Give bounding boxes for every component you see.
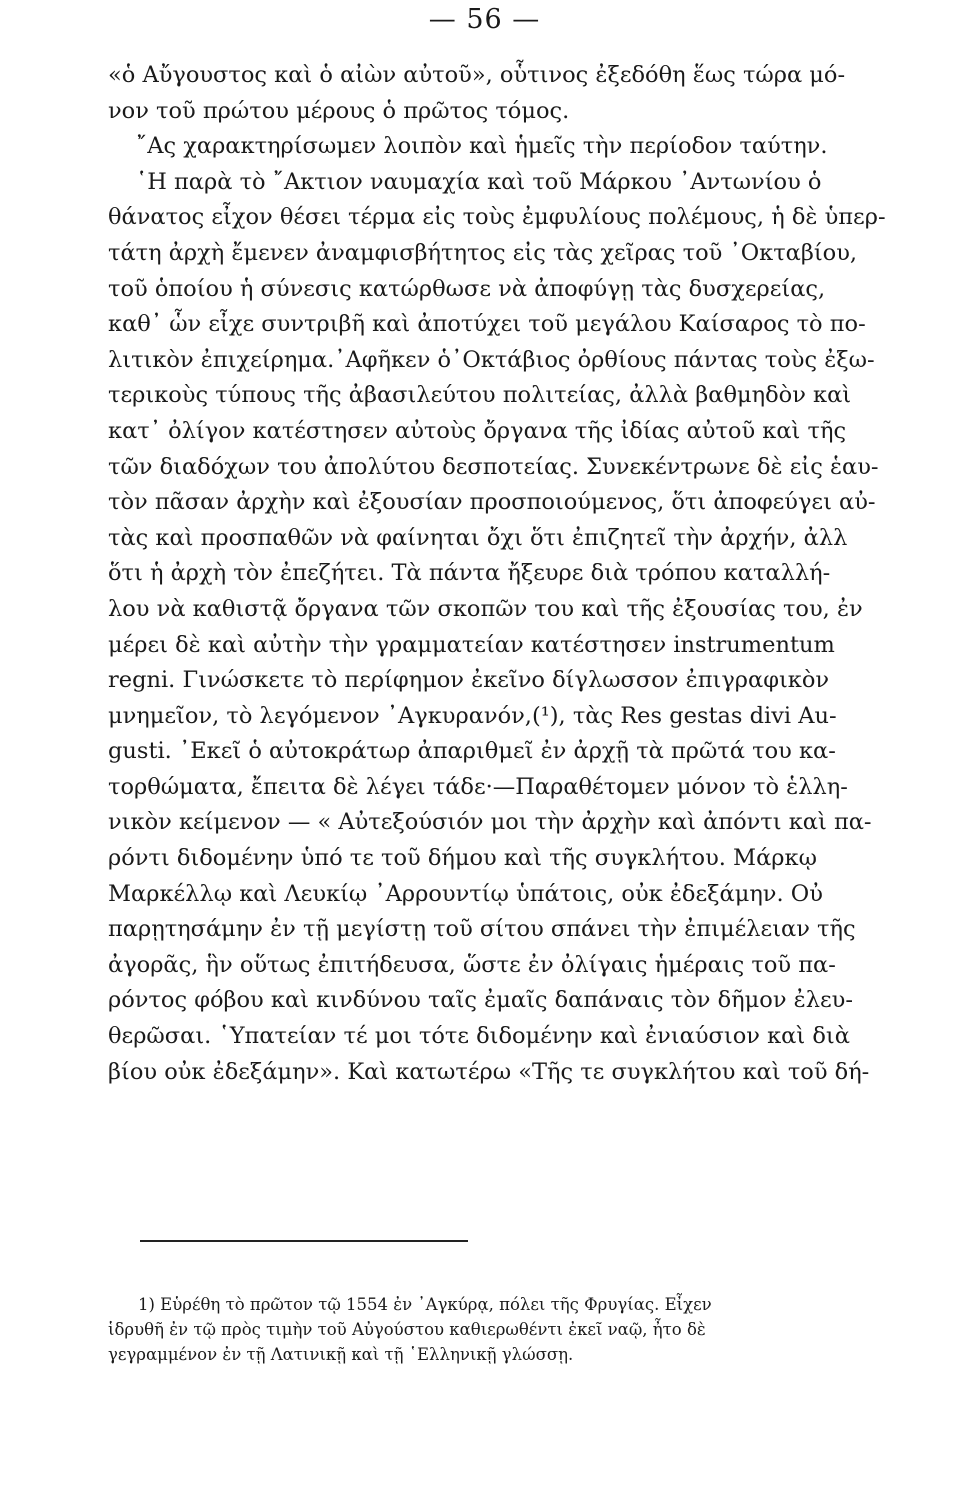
text-line: τοῦ ὁποίου ἡ σύνεσις κατώρθωσε νὰ ἀποφύγῃ τὰς δυσχερείας, [108,275,826,302]
text-line: regni. Γινώσκετε τὸ περίφημον ἐκεῖνο δίγλωσσον ἐπιγραφικὸν [108,667,830,694]
text-line: λου νὰ καθιστᾷ ὄργανα τῶν σκοπῶν του καὶ τῆς ἐξουσίας του, ἐν [108,595,863,622]
text-line: τὸν πᾶσαν ἀρχὴν καὶ ἐξουσίαν προσποιούμενος, ὅτι ἀποφεύγει αὐ- [108,489,876,516]
text-line: θερῶσαι. ῾Υπατείαν τέ μοι τότε διδομένην καὶ ἐνιαύσιον καὶ διὰ [108,1023,850,1050]
text-line: ῎Ας χαρακτηρίσωμεν λοιπὸν καὶ ἡμεῖς τὴν περίοδον ταύτην. [136,133,828,160]
footnote-line: ἱδρυθῆ ἐν τῷ πρὸς τιμὴν τοῦ Αὐγούστου καθιερωθέντι ἐκεῖ ναῷ, ἦτο δὲ [108,1320,706,1339]
footnote-line: γεγραμμένον ἐν τῇ Λατινικῇ καὶ τῇ ῾Ελληνικῇ γλώσσῃ. [108,1345,574,1364]
footnote [108,1292,712,1367]
footnote-divider [140,1240,468,1242]
text-line: «ὁ Αὔγουστος καὶ ὁ αἰὼν αὐτοῦ», οὗτινος ἐξεδόθη ἕως τώρα μό- [108,62,846,88]
text-line: θάνατος εἶχον θέσει τέρμα εἰς τοὺς ἐμφυλίους πολέμους, ἡ δὲ ὑπερ- [108,204,886,231]
text-line: λιτικὸν ἐπιχείρημα.᾿Αφῆκεν ὁ᾿Οκτάβιος ὀρθίους πάντας τοὺς ἐξω- [108,346,875,373]
text-line: καθ᾿ ὧν εἶχε συντριβῆ καὶ ἀποτύχει τοῦ μεγάλου Καίσαρος τὸ πο- [108,311,866,338]
text-line: τάτη ἀρχὴ ἔμενεν ἀναμφισβήτητος εἰς τὰς χεῖρας τοῦ ᾿Οκταβίου, [108,239,858,266]
text-line: παρῃτησάμην ἐν τῇ μεγίστῃ τοῦ σίτου σπάνει τὴν ἐπιμέλειαν τῆς [108,916,856,943]
text-line: ρόντι διδομένην ὑπό τε τοῦ δήμου καὶ τῆς συγκλήτου. Μάρκῳ [108,845,817,872]
text-line: gusti. ᾿Εκεῖ ὁ αὐτοκράτωρ ἀπαριθμεῖ ἐν ἀρχῇ τὰ πρῶτά του κα- [108,738,836,765]
text-line: μνημεῖον, τὸ λεγόμενον ᾿Αγκυρανόν,(¹), τὰς Res gestas divi Au- [108,702,837,729]
text-line: ῾Η παρὰ τὸ ῎Ακτιον ναυμαχία καὶ τοῦ Μάρκου ᾿Αντωνίου ὁ [136,168,822,195]
text-line: μέρει δὲ καὶ αὐτὴν τὴν γραμματείαν κατέστησεν instrumentum [108,631,835,658]
text-line: τῶν διαδόχων του ἀπολύτου δεσποτείας. Συνεκέντρωνε δὲ εἰς ἑαυ- [108,453,879,480]
text-line: τὰς καὶ προσπαθῶν νὰ φαίνηται ὄχι ὅτι ἐπιζητεῖ τὴν ἀρχήν, ἀλλ [108,524,848,551]
text-line: νον τοῦ πρώτου μέρους ὁ πρῶτος τόμος. [108,97,570,124]
text-line: νικὸν κείμενον — « Αὐτεξούσιόν μοι τὴν ἀρχὴν καὶ ἀπόντι καὶ πα- [108,809,872,836]
text-line: κατ᾿ ὀλίγον κατέστησεν αὐτοὺς ὄργανα τῆς ἰδίας αὐτοῦ καὶ τῆς [108,417,847,444]
text-line: τερικοὺς τύπους τῆς ἀβασιλεύτου πολιτείας, ἀλλὰ βαθμηδὸν καὶ [108,382,852,409]
footnote-line: 1) Εὑρέθη τὸ πρῶτον τῷ 1554 ἐν ᾿Αγκύρᾳ, πόλει τῆς Φρυγίας. Εἶχεν [138,1295,712,1314]
main-text [108,58,886,1090]
page-number: — 56 — [428,4,541,35]
text-line: ρόντος φόβου καὶ κινδύνου ταῖς ἐμαῖς δαπάναις τὸν δῆμον ἐλευ- [108,987,853,1014]
text-line: Μαρκέλλῳ καὶ Λευκίῳ ᾿Αρρουντίῳ ὑπάτοις, οὐκ ἐδεξάμην. Οὐ [108,880,823,907]
text-line: βίου οὐκ ἐδεξάμην». Καὶ κατωτέρω «Τῆς τε συγκλήτου καὶ τοῦ δή- [108,1058,870,1085]
text-line: τορθώματα, ἔπειτα δὲ λέγει τάδε·—Παραθέτομεν μόνον τὸ ἑλλη- [108,773,848,800]
text-line: ἀγορᾶς, ἣν οὕτως ἐπιτήδευσα, ὥστε ἐν ὀλίγαις ἡμέραις τοῦ πα- [108,951,836,978]
text-line: ὅτι ἡ ἀρχὴ τὸν ἐπεζήτει. Τὰ πάντα ἤξευρε διὰ τρόπου καταλλή- [108,560,831,587]
